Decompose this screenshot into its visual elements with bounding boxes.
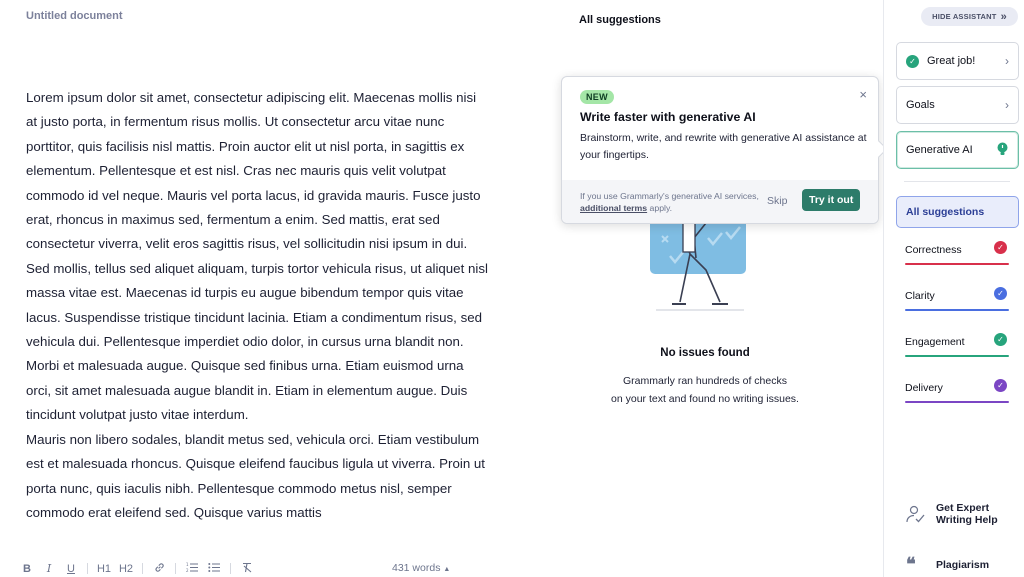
generative-ai-popup	[561, 76, 879, 224]
popup-footer	[562, 180, 878, 223]
underline-button[interactable]: U	[67, 562, 75, 575]
category-bar	[905, 309, 1009, 311]
category-engagement[interactable]: Engagement ✓	[905, 333, 1009, 357]
popup-title: Write faster with generative AI	[580, 110, 756, 124]
category-bar	[905, 263, 1009, 265]
category-clarity[interactable]: Clarity ✓	[905, 287, 1009, 311]
paragraph[interactable]: Sed mollis, tellus sed aliquet aliquam, turpis tortor vehicula risus, ut aliquet nisl massa vitae est. Maecenas id turpis eu augue bibendum tempor quis vitae lacus. Suspendisse tristique tincidunt lacinia. Etiam a condimentum risus, sed vehicula dui. Pellentesque imperdiet odio dolor, in cursus urna blandit non. Morbi et malesuada augue. Quisque sed finibus urna. Etiam euismod urna orci, sit amet malesuada augue blandit in. Etiam in elementum augue. Duis tincidunt volutpat justo vitae interdum.	[26, 260, 488, 423]
popup-description: Brainstorm, write, and rewrite with generative AI assistance at your fingertips.	[580, 132, 867, 161]
toolbar-divider	[230, 563, 231, 574]
expert-person-icon	[906, 504, 926, 524]
toolbar-divider	[87, 563, 88, 574]
generative-ai-card[interactable]: Generative AI	[896, 131, 1019, 169]
category-correctness[interactable]: Correctness ✓	[905, 241, 1009, 265]
category-bar	[905, 355, 1009, 357]
bullet-list-icon[interactable]	[203, 562, 225, 576]
great-job-card[interactable]: ✓ Great job! ›	[896, 42, 1019, 80]
heading2-button[interactable]: H2	[118, 562, 134, 575]
hide-assistant-button[interactable]: HIDE ASSISTANT »	[921, 7, 1018, 26]
italic-button[interactable]: I	[46, 562, 52, 575]
try-it-out-button[interactable]: Try it out	[802, 189, 860, 211]
check-icon: ✓	[994, 287, 1007, 300]
editor-body[interactable]	[26, 86, 488, 552]
word-count[interactable]: 431 words ▲	[392, 562, 451, 574]
chevron-right-icon: ›	[1005, 98, 1009, 112]
paragraph[interactable]: Mauris non libero sodales, blandit metus sed, vehicula orci. Etiam vestibulum est et malesuada rhoncus. Quisque eleifend faucibus ligula ut viverra. Proin ut porta nunc, quis iaculis nibh. Pellentesque commodo metus nisl, semper commodo erat eleifend sed. Quisque varius mattis	[26, 431, 486, 520]
chevron-right-icon: ›	[1005, 54, 1009, 68]
document-title[interactable]: Untitled document	[26, 10, 123, 22]
skip-button[interactable]: Skip	[767, 195, 788, 207]
goals-card[interactable]: Goals ›	[896, 86, 1019, 124]
svg-text:2: 2	[186, 567, 189, 573]
paragraph[interactable]: Lorem ipsum dolor sit amet, consectetur adipiscing elit. Maecenas mollis nisi at justo porta, in fermentum risus mollis. Ut consectetur arcu vitae nunc porttitor, quis facilisis nisl mattis. Proin auctor elit ut nisl porta, in sagittis ex elementum. Pellentesque et est nisl. Cras nec mauris quis velit volutpat commodo id vel neque. Mauris vel porta lacus, id gravida mauris. Fusce justo erat, rhoncus in maximus sed, fermentum a enim. Sed mattis, erat sed consectetur viverra, velit eros sagittis risus, vel sollicitudin nisi ipsum in dui.	[26, 90, 481, 252]
all-suggestions-tab[interactable]: All suggestions	[896, 196, 1019, 228]
no-issues-text: Grammarly ran hundreds of checks on your text and found no writing issues.	[611, 375, 799, 405]
ordered-list-icon[interactable]	[181, 562, 203, 576]
toolbar-divider	[142, 563, 143, 574]
additional-terms-link[interactable]: additional terms	[580, 203, 648, 213]
check-icon: ✓	[994, 379, 1007, 392]
no-issues-title: No issues found	[660, 347, 750, 359]
no-issues-illustration	[650, 218, 750, 314]
assistant-sidebar	[883, 0, 1024, 577]
svg-text:1: 1	[186, 561, 189, 567]
legal-note: If you use Grammarly's generative AI services, additional terms apply.	[580, 191, 759, 213]
quote-icon: ❝	[906, 554, 916, 575]
expert-writing-help-button[interactable]: Get Expert Writing Help	[904, 500, 1019, 534]
double-chevron-right-icon: »	[1000, 10, 1007, 23]
category-bar	[905, 401, 1009, 403]
check-icon: ✓	[994, 241, 1007, 254]
sidebar-divider	[904, 181, 1010, 182]
heading1-button[interactable]: H1	[96, 562, 112, 575]
check-icon: ✓	[906, 55, 919, 68]
bold-button[interactable]: B	[23, 562, 31, 575]
category-delivery[interactable]: Delivery ✓	[905, 379, 1009, 403]
lightbulb-icon	[996, 142, 1009, 159]
plagiarism-button[interactable]: ❝ Plagiarism	[906, 554, 990, 575]
toolbar-divider	[175, 563, 176, 574]
suggestions-heading: All suggestions	[579, 14, 661, 26]
link-icon[interactable]	[148, 562, 170, 576]
close-icon[interactable]: ×	[859, 87, 867, 102]
new-badge: NEW	[580, 90, 614, 104]
clear-format-icon[interactable]	[236, 562, 258, 576]
check-icon: ✓	[994, 333, 1007, 346]
